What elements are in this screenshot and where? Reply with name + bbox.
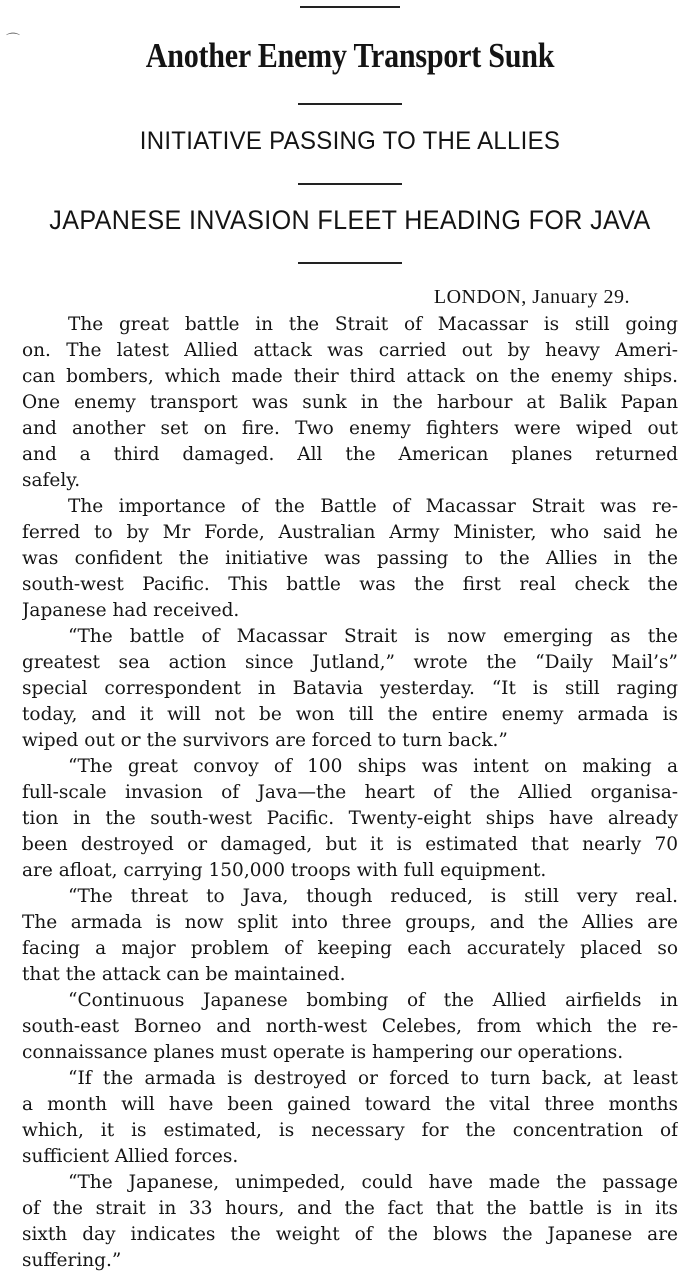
article-paragraph (22, 494, 678, 624)
article-line: that the attack can be maintained. (22, 964, 346, 985)
article-body (22, 312, 678, 1274)
article-line: south-west Pacific. This battle was the first real check the (22, 574, 678, 595)
article-paragraph (22, 754, 678, 884)
article-line: “The battle of Macassar Strait is now emerging as the (68, 626, 678, 647)
article-line: a month will have been gained toward the vital three months (22, 1094, 678, 1115)
article-line: One enemy transport was sunk in the harbour at Balik Papan (22, 392, 678, 413)
article-line: south-east Borneo and north-west Celebes, from which the re- (22, 1016, 678, 1037)
dateline: LONDON, January 29. (433, 286, 630, 308)
article-paragraph (22, 312, 678, 494)
article-line: full-scale invasion of Java—the heart of the Allied organisa- (22, 782, 678, 803)
article-line: “If the armada is destroyed or forced to turn back, at least (68, 1068, 678, 1089)
article-line: and a third damaged. All the American planes returned (22, 444, 678, 465)
top-rule (300, 6, 400, 8)
article-line: are afloat, carrying 150,000 troops with full equipment. (22, 860, 547, 881)
article-line: sixth day indicates the weight of the blows the Japanese are (22, 1224, 678, 1245)
article-line: which, it is estimated, is necessary for the concentration of (22, 1120, 678, 1141)
article-line: Japanese had received. (22, 600, 240, 621)
article-line: tion in the south-west Pacific. Twenty-eight ships have already (22, 808, 678, 829)
article-line: “Continuous Japanese bombing of the Allied airfields in (68, 990, 678, 1011)
article-line: special correspondent in Batavia yesterday. “It is still raging (22, 678, 678, 699)
article-line: “The Japanese, unimpeded, could have made the passage (68, 1172, 678, 1193)
article-paragraph (22, 988, 678, 1066)
article-line: safely. (22, 470, 81, 491)
article-line: today, and it will not be won till the entire enemy armada is (22, 704, 678, 725)
article-line: can bombers, which made their third attack on the enemy ships. (22, 366, 678, 387)
article-line: and another set on fire. Two enemy fighters were wiped out (22, 418, 678, 439)
article-line: of the strait in 33 hours, and the fact that the battle is in its (22, 1198, 678, 1219)
article-line: connaissance planes must operate is hampering our operations. (22, 1042, 624, 1063)
print-mark: ⌒ (6, 33, 20, 49)
article-paragraph (22, 884, 678, 988)
subheadline-invasion-fleet: JAPANESE INVASION FLEET HEADING FOR JAVA (49, 205, 651, 235)
article-line: been destroyed or damaged, but it is estimated that nearly 70 (22, 834, 678, 855)
article-paragraph (22, 1170, 678, 1274)
article-line: The armada is now split into three groups, and the Allies are (22, 912, 678, 933)
article-line: “The threat to Java, though reduced, is still very real. (68, 886, 678, 907)
article-line: suffering.” (22, 1250, 122, 1271)
article-line: was confident the initiative was passing to the Allies in the (22, 548, 678, 569)
article-line: wiped out or the survivors are forced to turn back.” (22, 730, 508, 751)
divider-rule (298, 183, 402, 185)
article-line: The importance of the Battle of Macassar Strait was re- (68, 496, 678, 517)
article-line: sufficient Allied forces. (22, 1146, 239, 1167)
divider-rule (298, 103, 402, 105)
article-paragraph (22, 624, 678, 754)
article-line: greatest sea action since Jutland,” wrote the “Daily Mail’s” (22, 652, 678, 673)
headline: Another Enemy Transport Sunk (145, 36, 555, 75)
subheadline-initiative: INITIATIVE PASSING TO THE ALLIES (139, 127, 561, 155)
divider-rule (298, 262, 402, 264)
article-line: facing a major problem of keeping each accurately placed so (22, 938, 678, 959)
article-line: The great battle in the Strait of Macassar is still going (68, 314, 678, 335)
article-line: ferred to by Mr Forde, Australian Army Minister, who said he (22, 522, 678, 543)
article-paragraph (22, 1066, 678, 1170)
article-line: “The great convoy of 100 ships was intent on making a (68, 756, 678, 777)
article-line: on. The latest Allied attack was carried out by heavy Ameri- (22, 340, 678, 361)
